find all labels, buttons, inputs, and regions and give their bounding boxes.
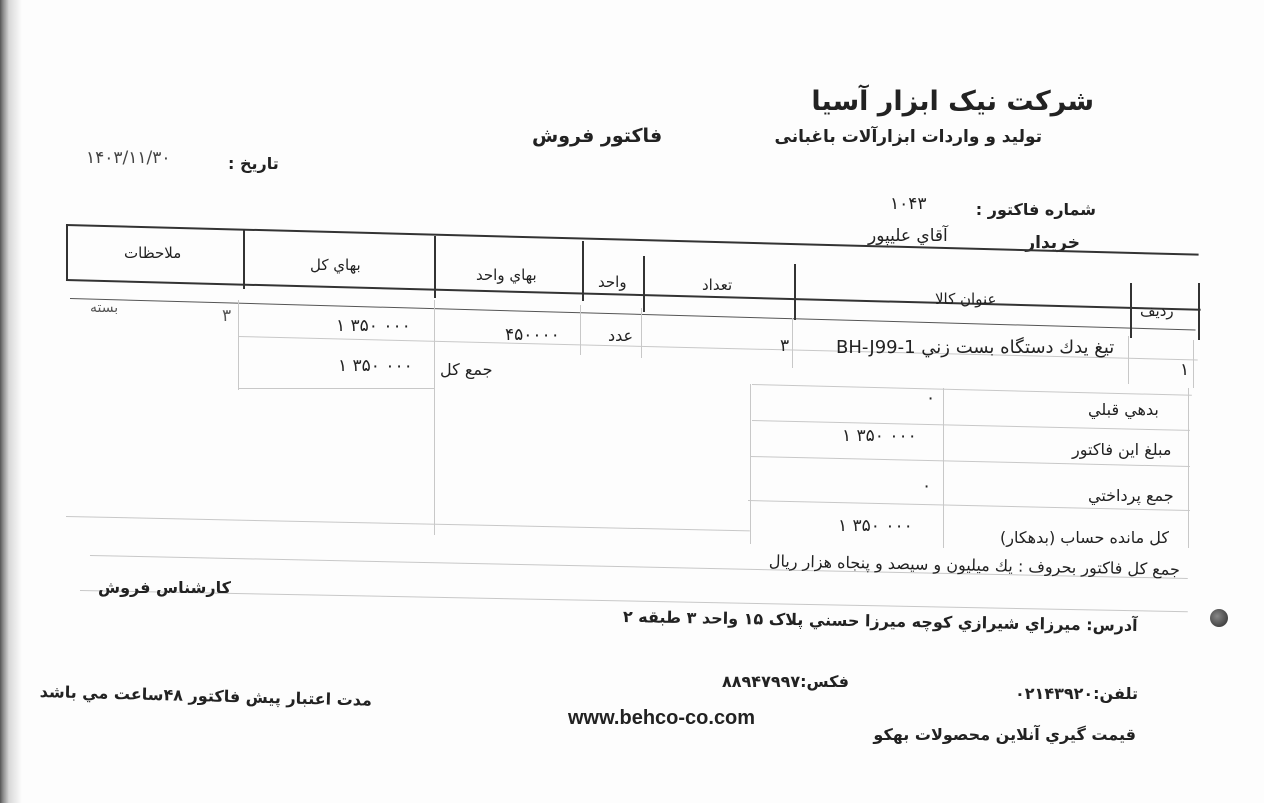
header-item-title: عنوان كالا [935,290,997,308]
punch-hole [1210,609,1228,627]
validity-note: مدت اعتبار پیش فاکتور ۴۸ساعت مي باشد [39,682,373,710]
item-unit: عدد [608,326,634,345]
header-quantity: تعداد [702,276,733,294]
grand-total-value: ۱ ۳۵۰ ۰۰۰ [338,356,413,376]
website-url[interactable]: www.behco-co.com [568,707,756,729]
total-paid-value: ۰ [922,476,932,496]
company-subtitle: تولید و واردات ابزارآلات باغبانی [774,127,1042,147]
header-row-number: رديف [1140,302,1174,320]
document-title: فاکتور فروش [532,125,663,147]
buyer-name: آقاي عليپور [868,226,948,246]
total-paid-label: جمع پرداختي [1088,486,1174,505]
item-quantity: ۳ [780,336,790,356]
buyer-label: خریدار [1025,233,1080,253]
phone-number: تلفن:۰۲۱۴۳۹۲۰ [1015,684,1138,703]
item-total-price: ۱ ۳۵۰ ۰۰۰ [336,316,411,336]
header-unit-price: بهاي واحد [476,266,537,284]
note-quantity: ۳ [222,306,232,326]
note-text: بسته [90,300,119,316]
invoice-number-value: ۱۰۴۳ [890,194,927,214]
invoice-amount-label: مبلغ اين فاكتور [1072,440,1172,459]
sales-expert: کارشناس فروش [98,578,231,597]
item-title: تيغ يدك دستگاه بست زني BH-J99-1 [836,337,1115,358]
online-quote-text: قیمت گیري آنلاين محصولات بهكو [873,725,1136,744]
scan-edge [0,0,22,803]
balance-value: ۱ ۳۵۰ ۰۰۰ [838,516,913,536]
company-name: شرکت نیک ابزار آسیا [811,86,1094,117]
date-label: تاریخ : [228,154,279,173]
invoice-number-label: شماره فاکتور : [975,200,1096,219]
invoice-amount-value: ۱ ۳۵۰ ۰۰۰ [842,426,917,446]
row-number: ۱ [1180,360,1190,380]
company-address: آدرس: میرزاي شیرازي کوچه میرزا حسني پلاک ۱۵ واحد ۳ طبقه ۲ [622,607,1138,635]
header-unit: واحد [598,273,627,291]
header-notes: ملاحظات [124,244,182,262]
header-total-price: بهاي كل [310,256,361,274]
grand-total-label: جمع كل [440,360,493,379]
previous-debt-label: بدهي قبلي [1088,400,1159,419]
fax-number: فکس:۸۸۹۴۷۹۹۷ [722,672,849,691]
total-in-words: جمع كل فاكتور بحروف : يك ميليون و سيصد و پنجاه هزار ريال [768,551,1180,579]
date-value: ۱۴۰۳/۱۱/۳۰ [86,148,171,168]
previous-debt-value: ۰ [926,388,936,408]
item-unit-price: ۴۵۰۰۰۰ [505,325,560,345]
balance-label: كل مانده حساب (بدهكار) [1000,528,1169,547]
